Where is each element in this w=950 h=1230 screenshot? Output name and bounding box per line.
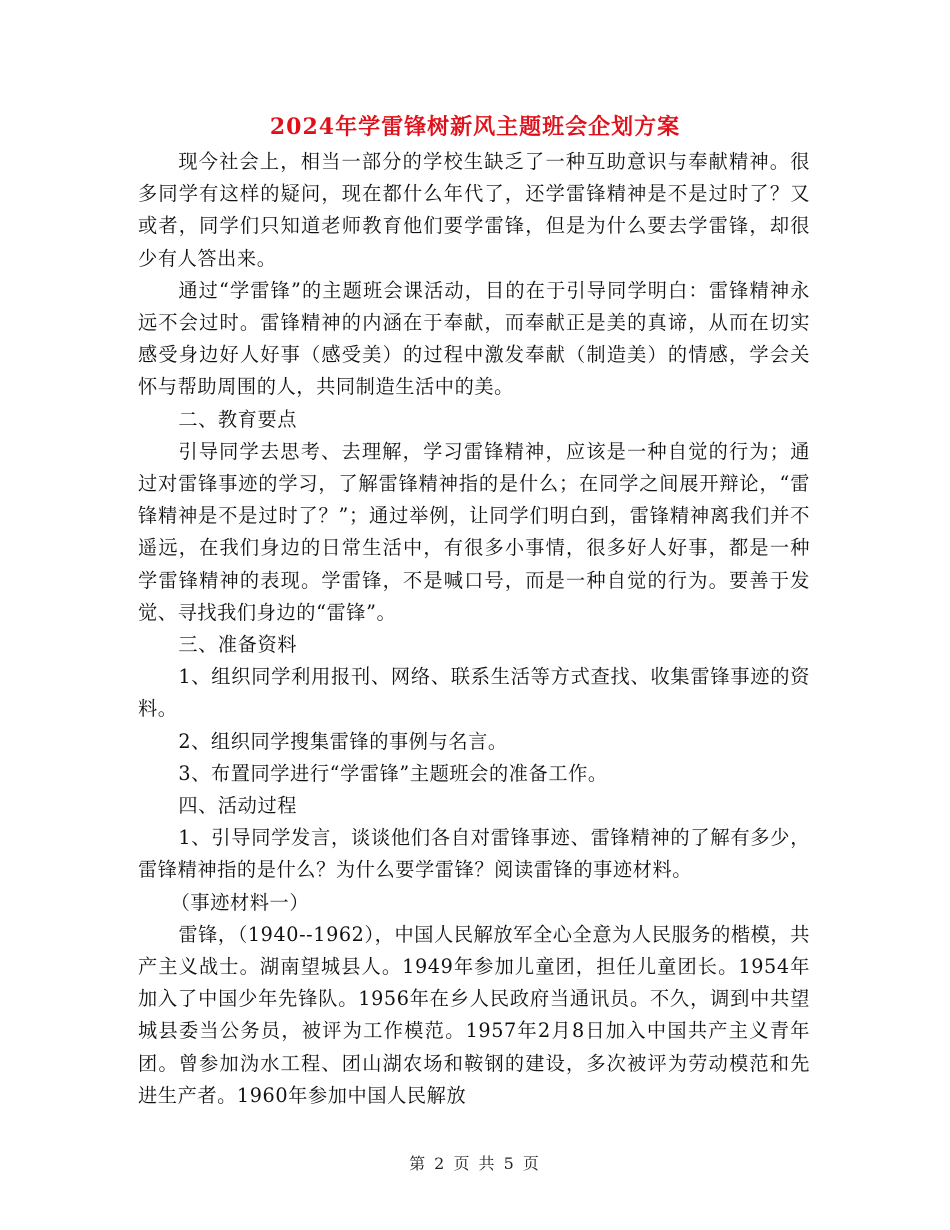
list-item-activity-1: 1、引导同学发言，谈谈他们各自对雷锋事迹、雷锋精神的了解有多少，雷锋精神指的是什么？为什么要学雷锋？阅读雷锋的事迹材料。	[138, 826, 810, 882]
page-footer: 第 2 页 共 5 页	[409, 1154, 541, 1173]
list-item-preparation-3: 3、布置同学进行“学雷锋”主题班会的准备工作。	[178, 761, 608, 785]
paragraph-education-points: 引导同学去思考、去理解，学习雷锋精神，应该是一种自觉的行为；通过对雷锋事迹的学习，了解雷锋精神指的是什么；在同学之间展开辩论，“雷锋精神是不是过时了？”；通过举例，让同学们明白到，雷锋精神离我们并不遥远，在我们身边的日常生活中，有很多小事情，很多好人好事，都是一种学雷锋精神的表现。学雷锋，不是喊口号，而是一种自觉的行为。要善于发觉、寻找我们身边的“雷锋”。	[138, 439, 810, 624]
document-body	[138, 146, 810, 1112]
material-label: （事迹材料一）	[170, 890, 310, 914]
paragraph-lei-feng-biography: 雷锋，（1940--1962），中国人民解放军全心全意为人民服务的楷模，共产主义战士。湖南望城县人。1949年参加儿童团，担任儿童团长。1954年加入了中国少年先锋队。1956年在乡人民政府当通讯员。不久，调到中共望城县委当公务员，被评为工作模范。1957年2月8日加入中国共产主义青年团。曾参加沩水工程、团山湖农场和鞍钢的建设，多次被评为劳动模范和先进生产者。1960年参加中国人民解放	[138, 922, 811, 1107]
section-heading-education-points: 二、教育要点	[178, 407, 298, 431]
section-heading-activity-process: 四、活动过程	[178, 794, 298, 818]
section-heading-preparation: 三、准备资料	[178, 633, 298, 657]
page-title: 2024年学雷锋树新风主题班会企划方案	[269, 114, 681, 140]
paragraph-intro: 现今社会上，相当一部分的学校生缺乏了一种互助意识与奉献精神。很多同学有这样的疑问，现在都什么年代了，还学雷锋精神是不是过时了？又或者，同学们只知道老师教育他们要学雷锋，但是为什么要去学雷锋，却很少有人答出来。	[138, 150, 810, 270]
list-item-preparation-2: 2、组织同学搜集雷锋的事例与名言。	[178, 729, 508, 753]
paragraph-purpose: 通过“学雷锋”的主题班会课活动，目的在于引导同学明白：雷锋精神永远不会过时。雷锋精神的内涵在于奉献，而奉献正是美的真谛，从而在切实感受身边好人好事（感受美）的过程中激发奉献（制造美）的情感，学会关怀与帮助周围的人，共同制造生活中的美。	[138, 278, 810, 399]
list-item-preparation-1: 1、组织同学利用报刊、网络、联系生活等方式查找、收集雷锋事迹的资料。	[138, 665, 810, 721]
